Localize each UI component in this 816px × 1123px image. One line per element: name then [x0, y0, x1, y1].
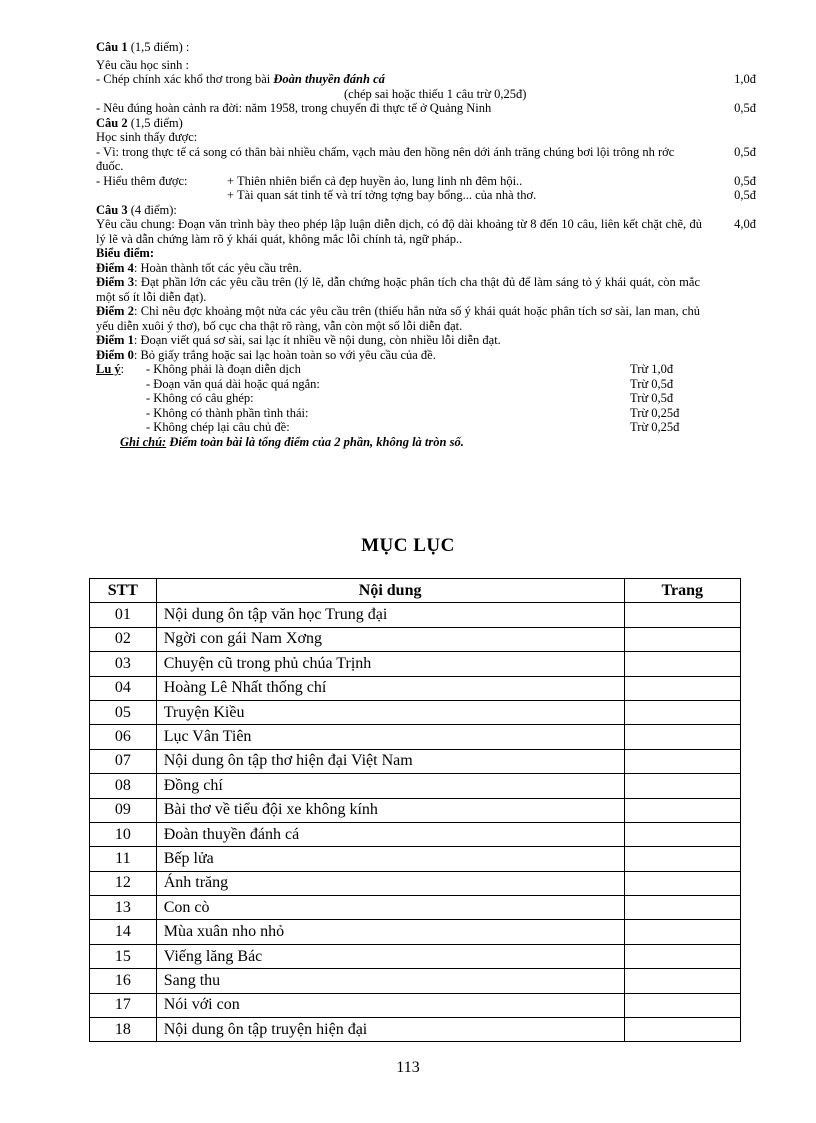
- cau2-item-2a-text: + Thiên nhiên biển cả đẹp huyền ảo, lung linh nh đêm hội..: [227, 173, 523, 188]
- toc-cell-page: [624, 1018, 740, 1042]
- table-row: [90, 822, 741, 846]
- level-label: Điểm 3: [96, 275, 135, 289]
- toc-cell-stt: 02: [90, 627, 157, 651]
- page-number: 113: [396, 1059, 420, 1076]
- table-row: [90, 749, 741, 773]
- cau2-item-2-label: - Hiểu thêm được:: [96, 173, 188, 188]
- luu-y-deduct: Trừ 0,25đ: [630, 420, 680, 434]
- cau1-points: (1,5 điểm) :: [127, 40, 190, 54]
- toc-cell-page: [624, 676, 740, 700]
- toc-cell-content: Nội dung ôn tập truyện hiện đại: [156, 1018, 624, 1042]
- toc-cell-stt: 05: [90, 700, 157, 724]
- toc-cell-content: Ánh trăng: [156, 871, 624, 895]
- level-text: : Đạt phần lớn các yêu cầu trên (lý lẽ, dẫn chứng hoặc phân tích cha thật đủ để làm sáng tỏ ý khái quát, còn mắc một số ít lỗi diễn đạt).: [96, 275, 700, 304]
- cau2-item-1-text: - Vì: trong thực tế cá song có thân bài nhiều chấm, vạch màu đen hồng nên dới ánh trăng chúng bơi lội trông nh rớc đuốc.: [96, 144, 675, 173]
- cau2-requirement: Học sinh thấy được:: [96, 130, 198, 144]
- cau1-note: (chép sai hoặc thiếu 1 câu trừ 0,25đ): [344, 86, 527, 101]
- table-row: [90, 652, 741, 676]
- level-text: : Chỉ nêu đợc khoảng một nửa các yêu cầu trên (thiếu hẳn nửa số ý khái quát hoặc phân tích sơ sài, lan man, chủ yếu diễn xuôi ý thơ), bố cục cha thật rõ ràng, vẫn còn một số lỗi diễn đạt.: [96, 304, 700, 333]
- toc-cell-content: Nói với con: [156, 993, 624, 1017]
- cau1-item-2-text: - Nêu đúng hoàn cảnh ra đời: năm 1958, trong chuyến đi thực tế ở Quảng Ninh: [96, 101, 492, 115]
- bieu-diem-level-0: [96, 348, 756, 363]
- table-row: [90, 774, 741, 798]
- level-text: : Đoạn viết quá sơ sài, sai lạc ít nhiều về nội dung, còn nhiều lỗi diễn đạt.: [133, 333, 501, 347]
- cau2-item-2a: [96, 174, 756, 189]
- cau1-label: Câu 1: [96, 40, 128, 54]
- toc-cell-content: Bài thơ về tiểu đội xe không kính: [156, 798, 624, 822]
- toc-cell-page: [624, 627, 740, 651]
- toc-cell-stt: 14: [90, 920, 157, 944]
- cau3-general-text: Yêu cầu chung: Đoạn văn trình bày theo phép lập luận diễn dịch, có độ dài khoảng từ 8 đến 10 câu, liên kết chặt chẽ, đủ lý lẽ và dẫn chứng làm rõ ý khái quát, không mắc lỗi chính tả, ngữ pháp..: [96, 217, 702, 246]
- table-row: [90, 627, 741, 651]
- table-row: [90, 603, 741, 627]
- toc-cell-page: [624, 969, 740, 993]
- level-label: Điểm 1: [96, 333, 134, 347]
- toc-cell-stt: 11: [90, 847, 157, 871]
- cau2-item-2b: [96, 188, 756, 203]
- luu-y-deduct: Trừ 0,25đ: [630, 405, 680, 420]
- luu-y-deduct: Trừ 0,5đ: [630, 376, 674, 391]
- luu-y-row: [96, 391, 756, 406]
- toc-cell-stt: 16: [90, 969, 157, 993]
- toc-cell-page: [624, 603, 740, 627]
- toc-cell-stt: 13: [90, 896, 157, 920]
- toc-cell-content: Lục Vân Tiên: [156, 725, 624, 749]
- toc-cell-content: Nội dung ôn tập thơ hiện đại Việt Nam: [156, 749, 624, 773]
- toc-cell-page: [624, 749, 740, 773]
- table-row: [90, 1018, 741, 1042]
- cau3-heading: [96, 203, 756, 218]
- toc-cell-stt: 03: [90, 652, 157, 676]
- table-row: [90, 944, 741, 968]
- cau2-heading: [96, 116, 756, 131]
- cau1-item-1-text: - Chép chính xác khổ thơ trong bài: [96, 72, 274, 86]
- toc-cell-page: [624, 847, 740, 871]
- toc-cell-page: [624, 652, 740, 676]
- luu-y-row: [96, 406, 756, 421]
- cau1-requirement: Yêu cầu học sinh :: [96, 57, 190, 72]
- answer-key: [96, 40, 756, 449]
- level-text: : Hoàn thành tốt các yêu cầu trên.: [133, 260, 302, 275]
- table-row: [90, 676, 741, 700]
- ghi-chu-text: Điểm toàn bài là tổng điểm của 2 phần, không là tròn số.: [166, 434, 464, 449]
- bieu-diem-level-3: [96, 275, 756, 304]
- luu-y-list: [96, 362, 756, 435]
- luu-y-label: Lu ý: [96, 362, 121, 376]
- cau2-item-1: [96, 145, 756, 174]
- toc-cell-page: [624, 822, 740, 846]
- toc-cell-stt: 01: [90, 603, 157, 627]
- toc-cell-page: [624, 920, 740, 944]
- toc-cell-stt: 07: [90, 749, 157, 773]
- cau2-item-2a-score: 0,5đ: [734, 173, 756, 188]
- toc-cell-content: Ngời con gái Nam Xơng: [156, 627, 624, 651]
- table-row: [90, 920, 741, 944]
- table-row: [90, 896, 741, 920]
- luu-y-row: [96, 420, 756, 435]
- toc-title: MỤC LỤC: [361, 535, 455, 556]
- luu-y-item: - Không có thành phần tình thái:: [146, 405, 309, 420]
- luu-y-row: [96, 377, 756, 392]
- cau1-item-1-title: Đoàn thuyền đánh cá: [273, 72, 385, 86]
- toc-cell-stt: 09: [90, 798, 157, 822]
- cau2-item-1-score: 0,5đ: [734, 144, 756, 159]
- cau1-item-2-score: 0,5đ: [734, 101, 756, 115]
- cau3-general: [96, 217, 756, 246]
- ghi-chu: [96, 435, 756, 450]
- toc-header-row: [90, 579, 741, 603]
- luu-y-row: Lu ý: - Không phải là đoạn diễn dịch Trừ 1,0đ: [96, 362, 674, 376]
- toc-cell-content: Hoàng Lê Nhất thống chí: [156, 676, 624, 700]
- toc-cell-page: [624, 774, 740, 798]
- toc-cell-page: [624, 700, 740, 724]
- toc-table: [89, 578, 741, 1042]
- toc-cell-content: Nội dung ôn tập văn học Trung đại: [156, 603, 624, 627]
- toc-header-page: Trang: [624, 579, 740, 603]
- toc-cell-content: Đoàn thuyền đánh cá: [156, 822, 624, 846]
- ghi-chu-label: Ghi chú:: [120, 434, 167, 449]
- bieu-diem-level-2: [96, 304, 756, 333]
- toc-cell-stt: 12: [90, 871, 157, 895]
- table-row: [90, 700, 741, 724]
- bieu-diem-heading: Biểu điểm:: [96, 246, 154, 260]
- luu-y-item: - Không chép lại câu chủ đề:: [146, 420, 290, 434]
- toc-cell-page: [624, 725, 740, 749]
- toc-cell-content: Viếng lăng Bác: [156, 944, 624, 968]
- cau3-points: (4 điểm):: [127, 202, 177, 217]
- toc-cell-content: Bếp lửa: [156, 847, 624, 871]
- table-row: [90, 725, 741, 749]
- level-text: : Bỏ giấy trắng hoặc sai lạc hoàn toàn so với yêu cầu của đề.: [133, 347, 436, 362]
- cau3-general-score: 4,0đ: [734, 217, 756, 231]
- toc-cell-stt: 06: [90, 725, 157, 749]
- level-label: Điểm 2: [96, 304, 135, 318]
- toc-cell-page: [624, 944, 740, 968]
- toc-cell-content: Sang thu: [156, 969, 624, 993]
- cau2-points: (1,5 điểm): [127, 115, 183, 130]
- table-row: [90, 993, 741, 1017]
- toc-cell-stt: 10: [90, 822, 157, 846]
- toc-cell-content: Mùa xuân nho nhỏ: [156, 920, 624, 944]
- table-row: [90, 969, 741, 993]
- toc-cell-content: Chuyện cũ trong phủ chúa Trịnh: [156, 652, 624, 676]
- table-row: [90, 798, 741, 822]
- toc-cell-stt: 18: [90, 1018, 157, 1042]
- toc-cell-content: Truyện Kiều: [156, 700, 624, 724]
- cau3-label: Câu 3: [96, 202, 128, 217]
- level-label: Điểm 0: [96, 347, 134, 362]
- toc-header-content: Nội dung: [156, 579, 624, 603]
- luu-y-deduct: Trừ 0,5đ: [630, 391, 674, 405]
- toc-cell-content: Con cò: [156, 896, 624, 920]
- cau1-heading: [96, 40, 756, 55]
- luu-y-item: - Không có câu ghép:: [146, 391, 254, 405]
- luu-y-item: - Không phải là đoạn diễn dịch: [146, 362, 301, 376]
- toc-cell-content: Đồng chí: [156, 774, 624, 798]
- toc-cell-stt: 15: [90, 944, 157, 968]
- toc-cell-stt: 08: [90, 774, 157, 798]
- luu-y-item: - Đoạn văn quá dài hoặc quá ngắn:: [146, 376, 320, 391]
- toc-cell-page: [624, 896, 740, 920]
- toc-cell-page: [624, 871, 740, 895]
- cau2-label: Câu 2: [96, 115, 128, 130]
- bieu-diem-level-1: [96, 333, 756, 348]
- bieu-diem-level-4: [96, 261, 756, 276]
- toc-cell-page: [624, 993, 740, 1017]
- level-label: Điểm 4: [96, 260, 134, 275]
- toc-cell-page: [624, 798, 740, 822]
- toc-cell-stt: 17: [90, 993, 157, 1017]
- cau1-item-2: [96, 101, 756, 116]
- table-row: [90, 871, 741, 895]
- luu-y-deduct: Trừ 1,0đ: [630, 362, 674, 376]
- toc-header-stt: STT: [90, 579, 157, 603]
- cau2-item-2b-text: + Tài quan sát tinh tế và trí tởng tợng bay bổng... của nhà thơ.: [227, 188, 537, 202]
- cau1-item-1-score: 1,0đ: [734, 72, 756, 86]
- table-row: [90, 847, 741, 871]
- cau1-item-1: [96, 72, 756, 87]
- toc-cell-stt: 04: [90, 676, 157, 700]
- cau2-item-2b-score: 0,5đ: [734, 188, 756, 202]
